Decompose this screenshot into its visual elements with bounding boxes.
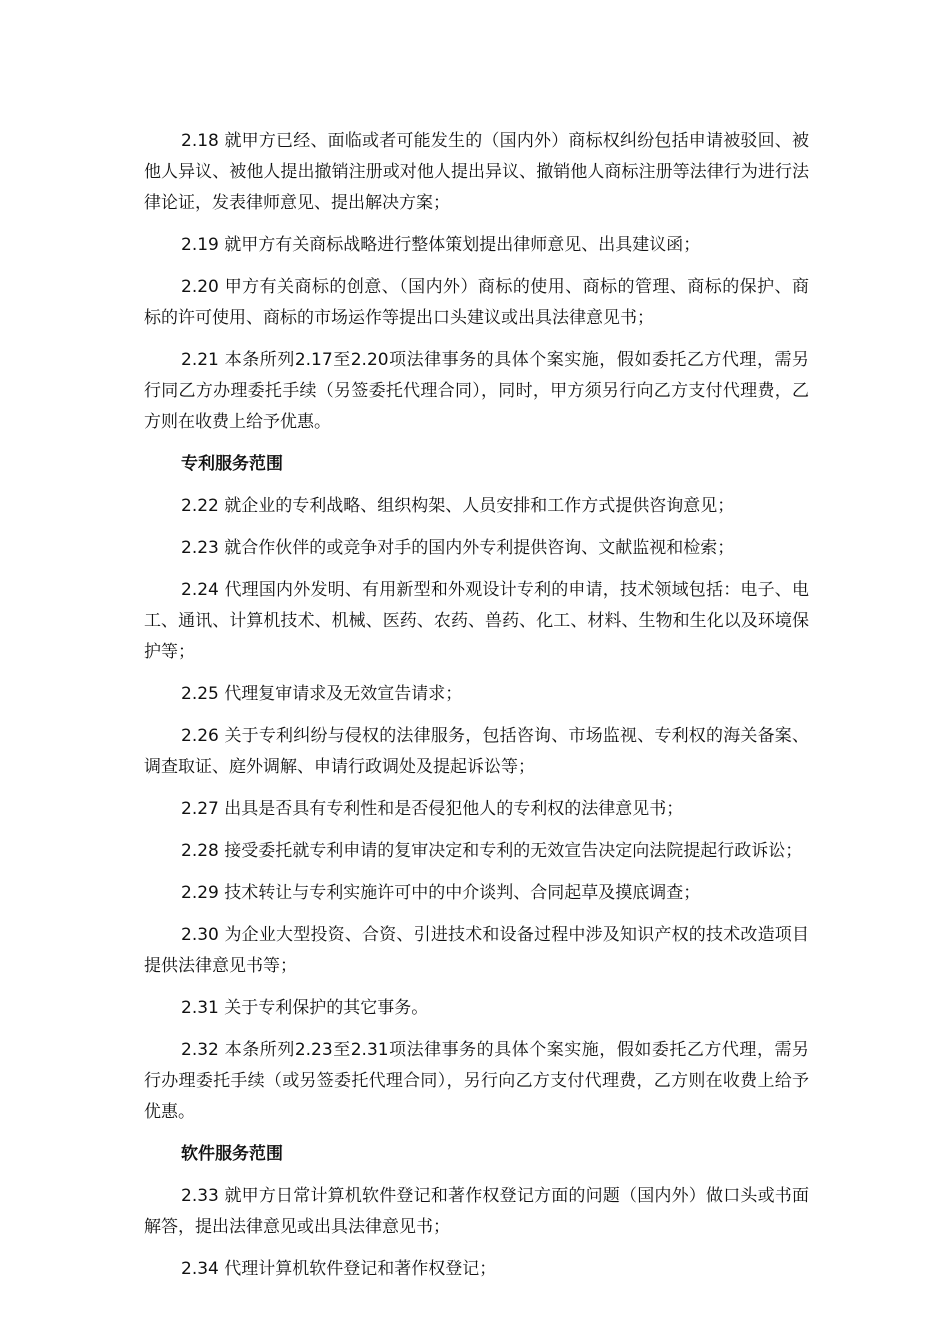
section-heading-software: 软件服务范围 [181,1144,283,1164]
section-heading-patent: 专利服务范围 [181,454,283,474]
clause-2-25: 2.25 代理复审请求及无效宣告请求； [181,684,463,704]
clause-2-30: 2.30 为企业大型投资、合资、引进技术和设备过程中涉及知识产权的技术改造项目提供法律意见书等； [144,925,809,976]
clause-2-32: 2.32 本条所列2.23至2.31项法律事务的具体个案实施，假如委托乙方代理，需另行办理委托手续（或另签委托代理合同），另行向乙方支付代理费，乙方则在收费上给予优惠。 [144,1040,809,1122]
clause-2-27: 2.27 出具是否具有专利性和是否侵犯他人的专利权的法律意见书； [181,799,684,819]
clause-2-23: 2.23 就合作伙伴的或竞争对手的国内外专利提供咨询、文献监视和检索； [181,538,735,558]
clause-2-19: 2.19 就甲方有关商标战略进行整体策划提出律师意见、出具建议函； [181,235,701,255]
clause-2-34: 2.34 代理计算机软件登记和著作权登记； [181,1259,497,1279]
clause-2-33: 2.33 就甲方日常计算机软件登记和著作权登记方面的问题（国内外）做口头或书面解答，提出法律意见或出具法律意见书； [144,1186,809,1237]
clause-2-24: 2.24 代理国内外发明、有用新型和外观设计专利的申请，技术领域包括：电子、电工、通讯、计算机技术、机械、医药、农药、兽药、化工、材料、生物和生化以及环境保护等； [144,580,809,662]
clause-2-21: 2.21 本条所列2.17至2.20项法律事务的具体个案实施，假如委托乙方代理，需另行同乙方办理委托手续（另签委托代理合同），同时，甲方须另行向乙方支付代理费，乙方则在收费上给予优惠。 [144,350,809,432]
clause-2-20: 2.20 甲方有关商标的创意、（国内外）商标的使用、商标的管理、商标的保护、商标的许可使用、商标的市场运作等提出口头建议或出具法律意见书； [144,277,809,328]
clause-2-26: 2.26 关于专利纠纷与侵权的法律服务，包括咨询、市场监视、专利权的海关备案、调查取证、庭外调解、申请行政调处及提起诉讼等； [144,726,809,777]
clause-2-31: 2.31 关于专利保护的其它事务。 [181,998,429,1018]
clause-2-29: 2.29 技术转让与专利实施许可中的中介谈判、合同起草及摸底调查； [181,883,701,903]
clause-2-28: 2.28 接受委托就专利申请的复审决定和专利的无效宣告决定向法院提起行政诉讼； [181,841,803,861]
document-body [144,126,809,1296]
clause-2-18: 2.18 就甲方已经、面临或者可能发生的（国内外）商标权纠纷包括申请被驳回、被他人异议、被他人提出撤销注册或对他人提出异议、撤销他人商标注册等法律行为进行法律论证，发表律师意见、提出解决方案； [144,131,809,213]
clause-2-22: 2.22 就企业的专利战略、组织构架、人员安排和工作方式提供咨询意见； [181,496,735,516]
